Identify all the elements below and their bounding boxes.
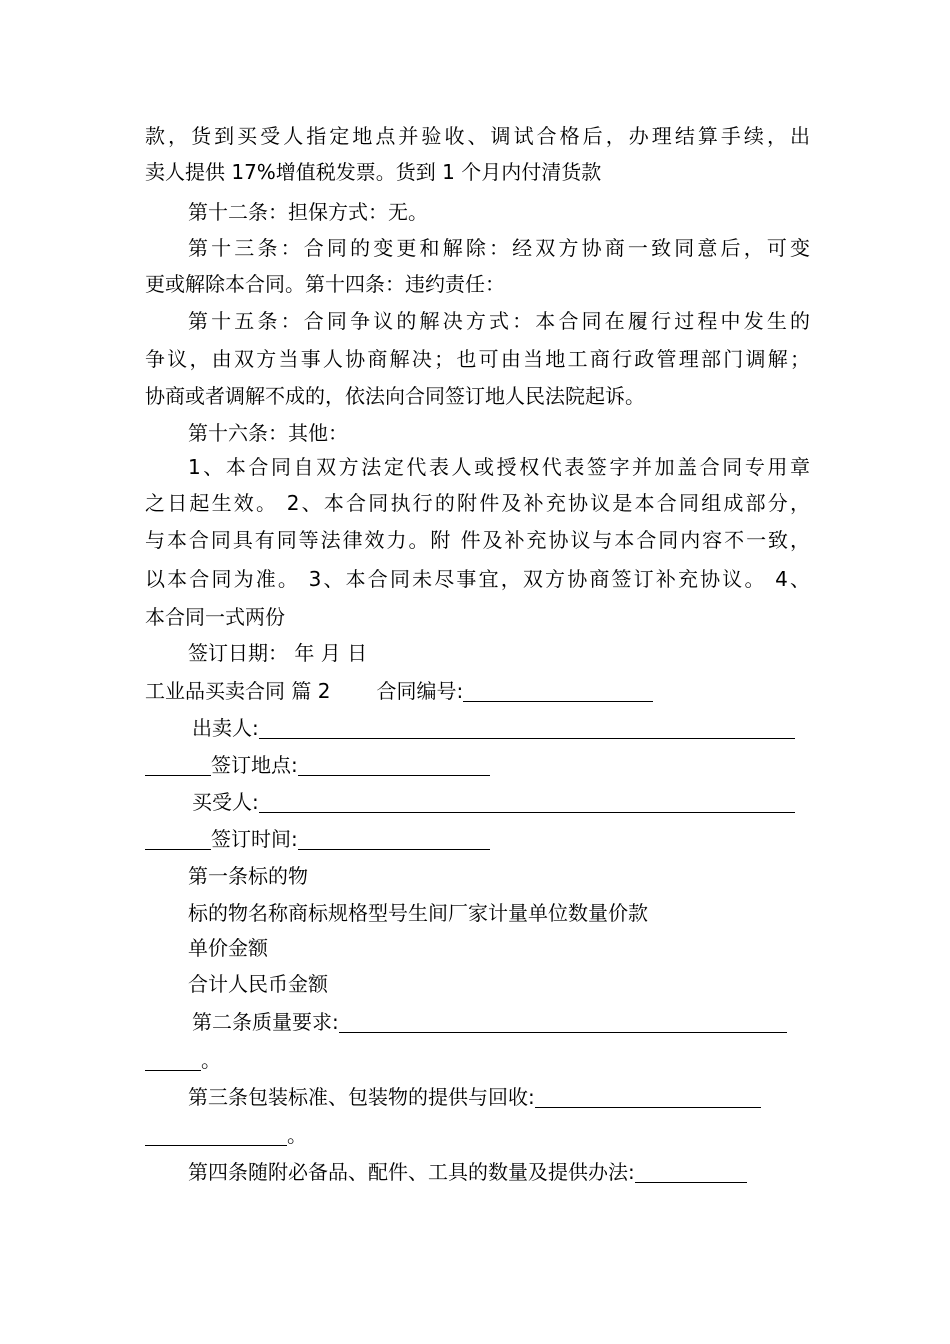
article-12: 第十二条：担保方式：无。 xyxy=(188,200,428,224)
sign-place-line xyxy=(145,750,810,780)
seller-label: 出卖人: xyxy=(192,716,259,740)
paragraph-line: 以本合同为准。 3、本合同未尽事宜，双方协商签订补充协议。 4、 xyxy=(145,567,810,591)
buyer-blank xyxy=(259,792,795,813)
article-3-blank-cont xyxy=(145,1125,287,1146)
buyer-line xyxy=(192,787,810,817)
article-1-unit-price: 单价金额 xyxy=(188,936,268,960)
article-1-total: 合计人民币金额 xyxy=(188,972,328,996)
article-2-cont xyxy=(145,1045,810,1075)
article-3-blank xyxy=(535,1087,761,1108)
article-2-label: 第二条质量要求: xyxy=(192,1010,339,1034)
paragraph-line: 之日起生效。 2、本合同执行的附件及补充协议是本合同组成部分， xyxy=(145,491,810,515)
article-2-line xyxy=(192,1007,810,1037)
sign-date: 签订日期： 年 月 日 xyxy=(188,641,368,665)
paragraph-line: 争议，由双方当事人协商解决；也可由当地工商行政管理部门调解； xyxy=(145,347,810,371)
contract-no-label: 合同编号: xyxy=(376,679,464,703)
sign-time-line xyxy=(145,824,810,854)
seller-blank-cont xyxy=(145,755,211,776)
paragraph-line: 1、本合同自双方法定代表人或授权代表签字并加盖合同专用章 xyxy=(188,455,810,479)
article-2-end: 。 xyxy=(201,1048,221,1072)
sign-place-blank xyxy=(298,755,490,776)
article-3-cont xyxy=(145,1120,810,1150)
seller-line xyxy=(192,713,810,743)
article-16: 第十六条：其他： xyxy=(188,421,348,445)
article-4-line xyxy=(188,1157,810,1187)
sign-time-blank xyxy=(298,829,490,850)
article-1: 第一条标的物 xyxy=(188,864,308,888)
paragraph-line: 卖人提供 17%增值税发票。货到 1 个月内付清货款 xyxy=(145,160,602,184)
paragraph-line: 更或解除本合同。第十四条：违约责任： xyxy=(145,272,505,296)
article-3-end: 。 xyxy=(287,1123,307,1147)
article-1-columns: 标的物名称商标规格型号生间厂家计量单位数量价款 xyxy=(188,901,648,925)
sign-time-label: 签订时间: xyxy=(211,827,298,851)
article-3-line xyxy=(188,1082,810,1112)
section2-header xyxy=(145,676,810,706)
article-4-blank xyxy=(635,1162,747,1183)
article-2-blank-cont xyxy=(145,1050,201,1071)
seller-blank xyxy=(259,718,795,739)
sign-place-label: 签订地点: xyxy=(211,753,298,777)
paragraph-line: 协商或者调解不成的，依法向合同签订地人民法院起诉。 xyxy=(145,384,645,408)
article-15: 第十五条：合同争议的解决方式：本合同在履行过程中发生的 xyxy=(188,309,810,333)
contract-no-blank xyxy=(463,681,653,702)
buyer-label: 买受人: xyxy=(192,790,259,814)
paragraph-line: 本合同一式两份 xyxy=(145,605,285,629)
article-2-blank xyxy=(339,1012,787,1033)
article-3-label: 第三条包装标准、包装物的提供与回收: xyxy=(188,1085,535,1109)
article-13: 第十三条：合同的变更和解除：经双方协商一致同意后，可变 xyxy=(188,236,810,260)
article-4-label: 第四条随附必备品、配件、工具的数量及提供办法: xyxy=(188,1160,635,1184)
paragraph-line: 款，货到买受人指定地点并验收、调试合格后，办理结算手续，出 xyxy=(145,124,810,148)
buyer-blank-cont xyxy=(145,829,211,850)
section2-title: 工业品买卖合同 篇 2 xyxy=(145,679,331,703)
paragraph-line: 与本合同具有同等法律效力。附 件及补充协议与本合同内容不一致， xyxy=(145,528,810,552)
